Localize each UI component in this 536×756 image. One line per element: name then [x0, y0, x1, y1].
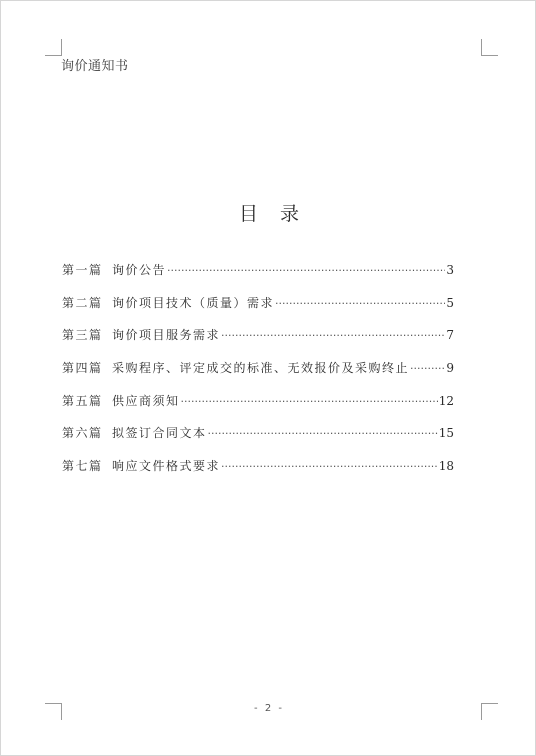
- toc-entry-name: 询价公告: [112, 263, 167, 277]
- crop-mark-top-right: [481, 39, 498, 56]
- toc-chapter: 第五篇: [62, 393, 103, 408]
- toc-entry[interactable]: [62, 326, 454, 359]
- toc-entry[interactable]: [62, 392, 454, 425]
- toc-entry-name: 询价项目服务需求: [112, 328, 221, 343]
- toc-entry-name: 响应文件格式要求: [112, 459, 221, 474]
- toc-chapter: 第七篇: [62, 459, 103, 474]
- toc-page-number: 12: [438, 393, 454, 408]
- toc-entry-name: 询价项目技术（质量）需求: [112, 295, 275, 310]
- toc-dot-leader: [208, 427, 438, 440]
- toc-page-number: 5: [446, 295, 454, 310]
- toc-entry[interactable]: [62, 424, 454, 457]
- toc-dot-leader: [221, 329, 445, 342]
- toc-page-number: 18: [438, 459, 454, 474]
- toc-page-number: 15: [438, 426, 454, 441]
- toc-dot-leader: [275, 297, 445, 310]
- toc-chapter: 第二篇: [62, 295, 103, 310]
- toc-entry[interactable]: [62, 261, 454, 294]
- toc-entry-name: 采购程序、评定成交的标准、无效报价及采购终止: [112, 361, 410, 376]
- toc-entry[interactable]: [62, 457, 454, 490]
- toc-chapter: 第四篇: [62, 361, 103, 376]
- toc-chapter: 第一篇: [62, 263, 103, 277]
- toc-dot-leader: [167, 264, 445, 277]
- toc-dot-leader: [221, 460, 438, 473]
- toc-dot-leader: [181, 395, 438, 408]
- toc-page-number: 9: [446, 361, 454, 376]
- toc-entry-name: 拟签订合同文本: [112, 426, 207, 441]
- toc-dot-leader: [410, 362, 445, 375]
- toc-page-number: 7: [446, 328, 454, 343]
- toc-page-number: 3: [446, 263, 454, 277]
- page-header: 询价通知书: [61, 59, 129, 74]
- toc-title: 目录: [238, 203, 321, 225]
- crop-mark-top-left: [45, 39, 62, 56]
- toc-chapter: 第六篇: [62, 426, 103, 441]
- toc-chapter: 第三篇: [62, 328, 103, 343]
- toc-list: [62, 261, 454, 490]
- toc-entry[interactable]: [62, 294, 454, 327]
- page-footer-number: - 2 -: [254, 703, 284, 714]
- toc-entry-name: 供应商须知: [112, 393, 180, 408]
- toc-entry[interactable]: [62, 359, 454, 392]
